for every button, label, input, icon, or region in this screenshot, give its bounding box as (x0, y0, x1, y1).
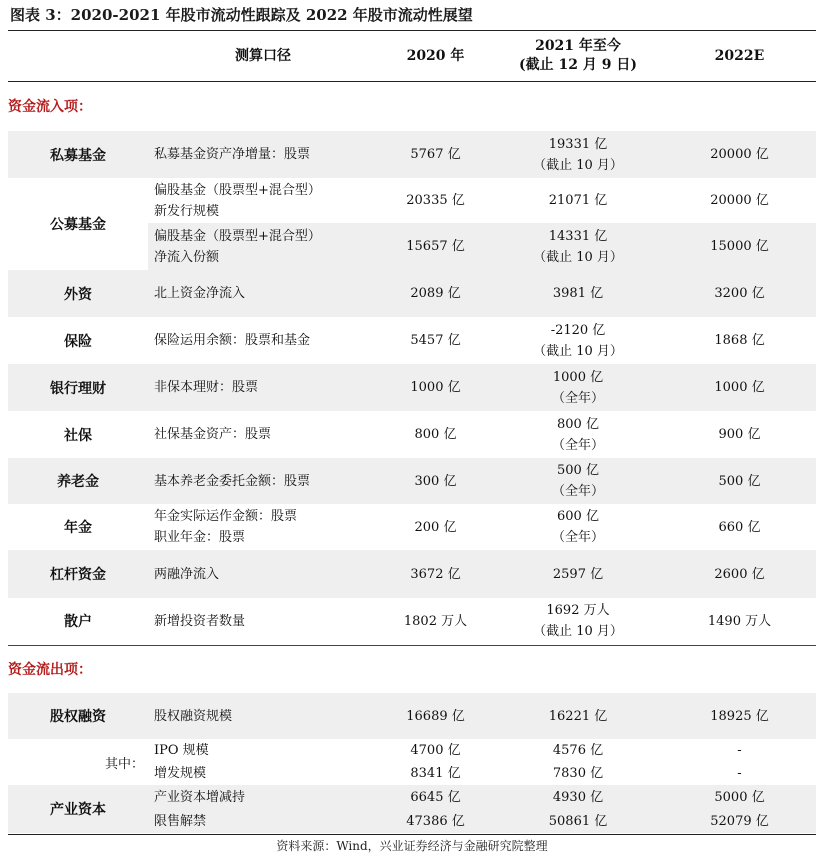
table-row: 外资 北上资金净流入 2089 亿 3981 亿 3200 亿 (8, 270, 816, 317)
sub-label: 其中： (104, 756, 144, 772)
table-row: 散户 新增投资者数量 1802 万人 1692 万人 （截止 10 月） 1490 万人 (8, 598, 816, 645)
table-row: 银行理财 非保本理财：股票 1000 亿 1000 亿 （全年） 1000 亿 (8, 364, 816, 411)
inflow-section-row (8, 81, 816, 131)
liquidity-table (8, 32, 816, 833)
table-row: 杠杆资金 两融净流入 3672 亿 2597 亿 2600 亿 (8, 550, 816, 598)
inflow-section-title: 资金流入项： (8, 99, 92, 116)
public-fund-category: 公募基金 (50, 217, 106, 233)
outflow-section-title: 资金流出项： (8, 662, 92, 679)
outflow-section-row (8, 645, 816, 693)
figure-title: 图表 3：2020-2021 年股市流动性跟踪及 2022 年股市流动性展望 (10, 6, 473, 24)
header-row (8, 32, 816, 81)
table-row: 限售解禁 47386 亿 50861 亿 52079 亿 (8, 809, 816, 833)
header-metric: 测算口径 (235, 47, 291, 64)
header-2021: 2021 年至今 (截止 12 月 9 日) (519, 38, 637, 74)
source-note: 资料来源：Wind，兴业证券经济与金融研究院整理 (276, 839, 548, 853)
table-row: 产业资本 产业资本增减持 6645 亿 4930 亿 5000 亿 (8, 785, 816, 809)
bottom-rule (8, 834, 816, 835)
table-row: 增发规模 8341 亿 7830 亿 - (154, 766, 742, 781)
table-row: 养老金 基本养老金委托金额：股票 300 亿 500 亿 （全年） 500 亿 (8, 458, 816, 504)
table-row: 社保 社保基金资产：股票 800 亿 800 亿 （全年） 900 亿 (64, 416, 761, 453)
table-row: 私募基金 私募基金资产净增量：股票 5767 亿 19331 亿 （截止 10 月） 20000 亿 (8, 131, 816, 178)
header-2022e: 2022E (714, 47, 765, 64)
table-row: 股权融资 股权融资规模 16689 亿 16221 亿 18925 亿 (8, 693, 816, 739)
header-2020: 2020 年 (406, 47, 465, 64)
table-row: 保险 保险运用余额：股票和基金 5457 亿 -2120 亿 （截止 10 月） 1868 亿 (64, 322, 765, 359)
table-row: 偏股基金（股票型+混合型） 净流入份额 15657 亿 14331 亿 （截止 10 月） 15000 亿 (8, 223, 816, 270)
table-row: 公募基金 偏股基金（股票型+混合型） 新发行规模 20335 亿 21071 亿 20000 亿 (8, 178, 816, 223)
table-row: 年金 年金实际运作金额：股票 职业年金：股票 200 亿 600 亿 （全年） 660 亿 (64, 509, 761, 545)
title-rule (8, 30, 816, 31)
table-row: 其中： IPO 规模 4700 亿 4576 亿 - (8, 739, 816, 762)
industrial-capital-category: 产业资本 (8, 785, 148, 833)
